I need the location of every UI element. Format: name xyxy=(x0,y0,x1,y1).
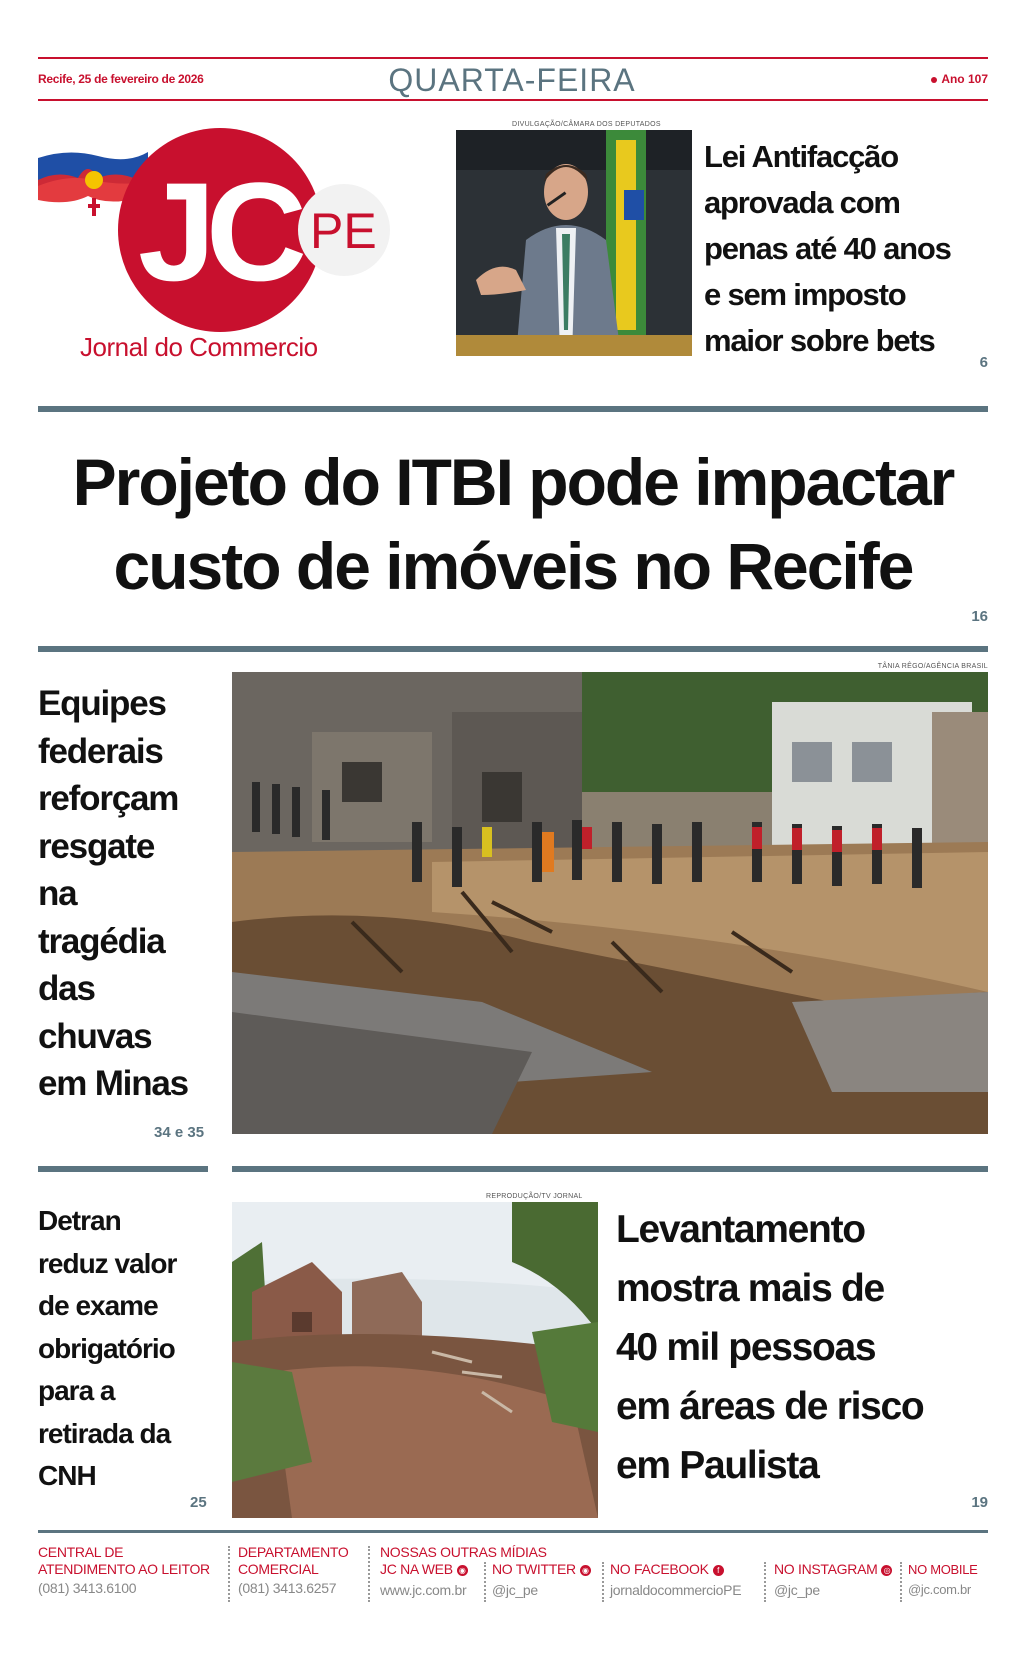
facebook-link[interactable]: NO FACEBOOK f jornaldocommercioPE xyxy=(610,1561,742,1598)
instagram-link[interactable]: NO INSTAGRAM ◎ @jc_pe xyxy=(774,1561,892,1598)
footer-separator xyxy=(900,1562,902,1602)
other-media-title: NOSSAS OUTRAS MÍDIAS xyxy=(380,1544,547,1560)
location-date: Recife, 25 de fevereiro de 2026 xyxy=(38,72,204,86)
masthead-bottom-rule xyxy=(38,99,988,101)
main-story-page: 16 xyxy=(971,608,988,625)
jc-logo[interactable] xyxy=(38,120,438,380)
footer-separator xyxy=(368,1546,370,1602)
detran-story-headline[interactable]: Detran reduz valor de exame obrigatório para a retirada da CNH xyxy=(38,1205,177,1491)
footer-separator xyxy=(484,1562,486,1602)
landslide-rescue-photo[interactable] xyxy=(232,672,988,1134)
paulista-story-page: 19 xyxy=(971,1494,988,1511)
commercial-dept: DEPARTAMENTO COMERCIAL (081) 3413.6257 xyxy=(238,1544,349,1596)
twitter-link[interactable]: NO TWITTER ◉ @jc_pe xyxy=(492,1561,591,1598)
paulista-top-rule xyxy=(232,1166,988,1172)
mobile-link[interactable]: NO MOBILE @jc.com.br xyxy=(908,1562,978,1597)
detran-top-rule xyxy=(38,1166,208,1172)
top-story-headline[interactable]: Lei Antifacção aprovada com penas até 40 anos e sem imposto maior sobre bets xyxy=(704,139,951,358)
main-story-top-rule xyxy=(38,406,988,412)
footer-separator xyxy=(228,1546,230,1602)
commercial-phone[interactable]: (081) 3413.6257 xyxy=(238,1580,337,1596)
weekday: QUARTA-FEIRA xyxy=(388,62,636,98)
year-label: Ano 107 xyxy=(931,72,988,86)
instagram-icon: ◎ xyxy=(881,1565,892,1576)
risk-area-photo[interactable] xyxy=(232,1202,598,1518)
footer-rule xyxy=(38,1530,988,1533)
main-story-bottom-rule xyxy=(38,646,988,652)
masthead-top-rule xyxy=(38,57,988,59)
footer-separator xyxy=(602,1562,604,1602)
reader-phone[interactable]: (081) 3413.6100 xyxy=(38,1580,137,1596)
photo-credit-rescue: TÂNIA RÊGO/AGÊNCIA BRASIL xyxy=(877,663,988,670)
photo-credit-top: DIVULGAÇÃO/CÂMARA DOS DEPUTADOS xyxy=(512,121,661,128)
svg-text:JC: JC xyxy=(138,153,297,310)
rescue-story-headline[interactable]: Equipes federais reforçam resgate na tragédia das chuvas em Minas xyxy=(38,684,188,1103)
web-icon: ◉ xyxy=(457,1565,468,1576)
deputy-photo[interactable] xyxy=(456,130,692,356)
rescue-story-page: 34 e 35 xyxy=(154,1124,205,1141)
bullet-icon xyxy=(931,77,937,83)
web-link[interactable]: JC NA WEB ◉ www.jc.com.br xyxy=(380,1561,467,1598)
top-story-page: 6 xyxy=(979,354,988,371)
svg-text:PE: PE xyxy=(310,203,377,259)
main-story-headline[interactable]: Projeto do ITBI pode impactar custo de imóveis no Recife xyxy=(72,445,954,603)
facebook-icon: f xyxy=(713,1565,724,1576)
twitter-icon: ◉ xyxy=(580,1565,591,1576)
photo-credit-paulista: REPRODUÇÃO/TV JORNAL xyxy=(486,1193,583,1200)
logo-name: Jornal do Commercio xyxy=(80,332,318,362)
detran-story-page: 25 xyxy=(190,1494,207,1511)
footer-separator xyxy=(764,1562,766,1602)
paulista-story-headline[interactable]: Levantamento mostra mais de 40 mil pessoas em áreas de risco em Paulista xyxy=(616,1208,924,1487)
reader-service: CENTRAL DE ATENDIMENTO AO LEITOR (081) 3413.6100 xyxy=(38,1544,210,1596)
